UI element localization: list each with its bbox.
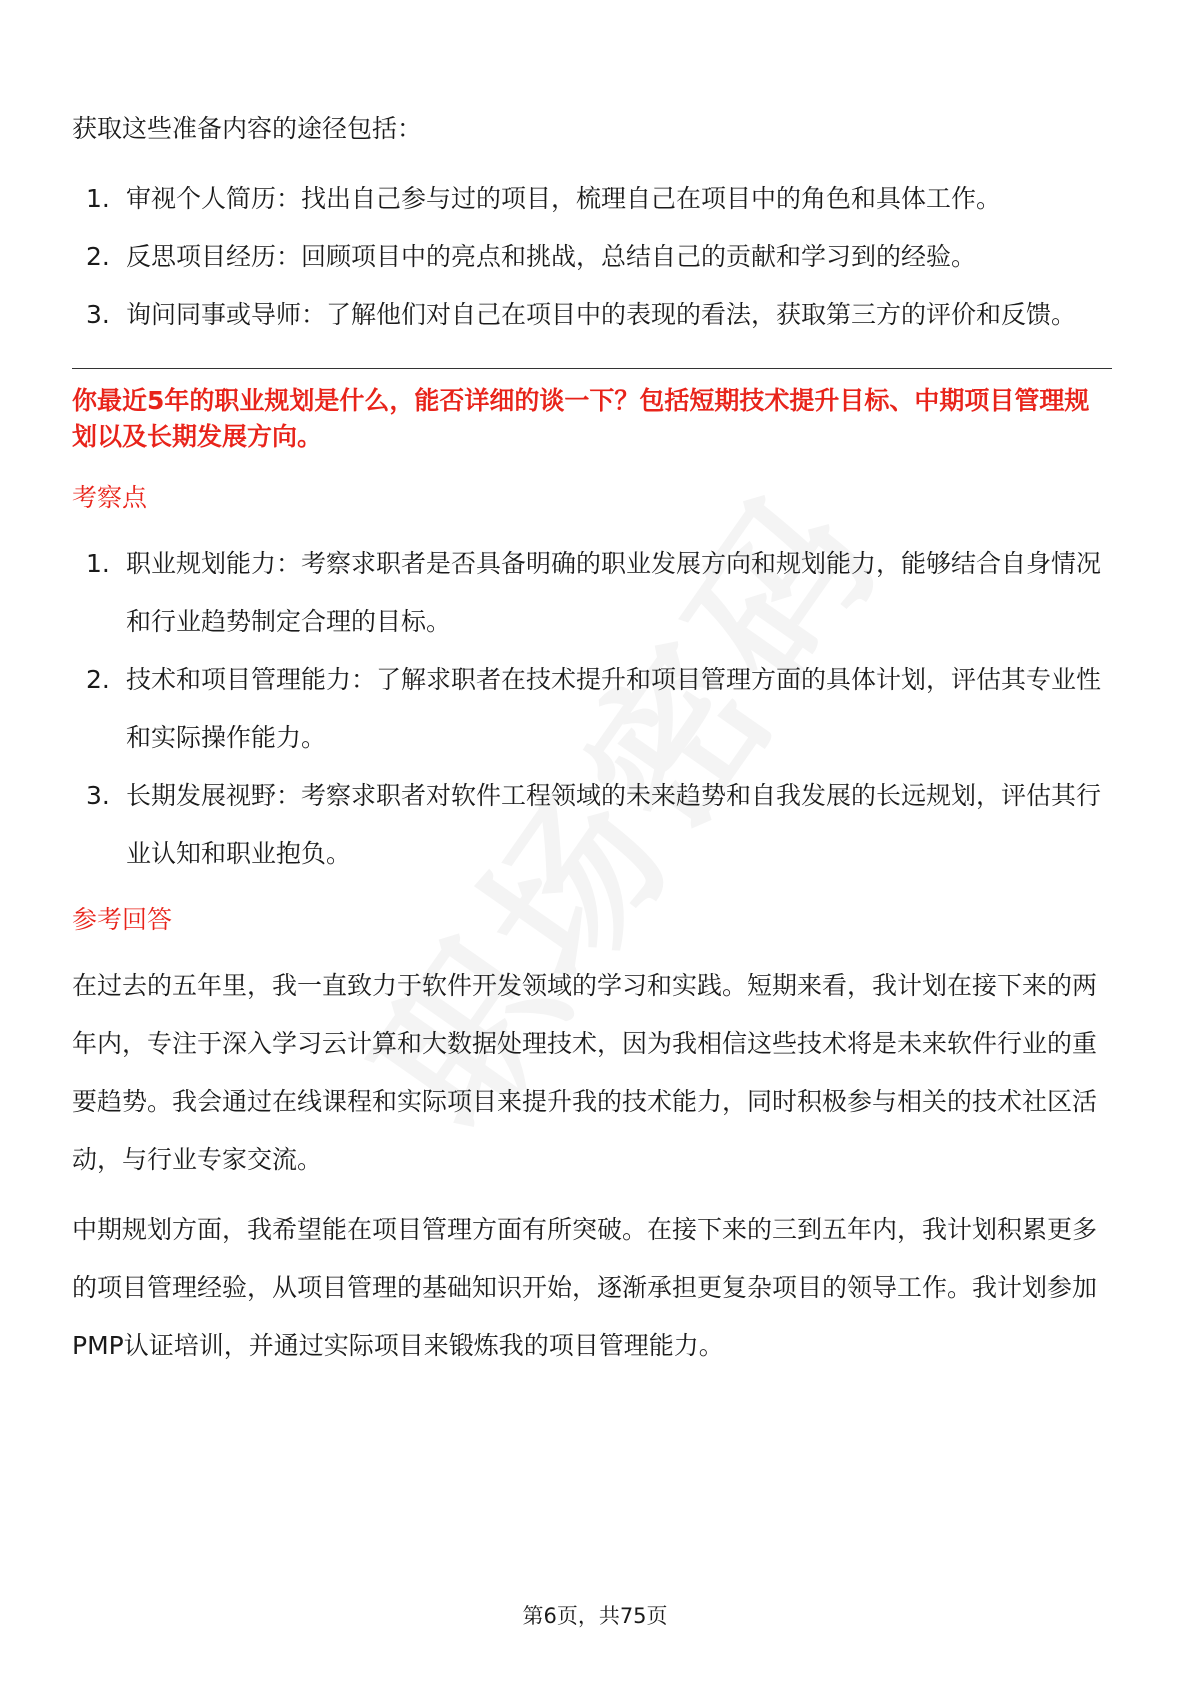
list-number: 3. xyxy=(86,300,110,329)
list-number: 3. xyxy=(86,781,110,810)
section-heading-points: 考察点 xyxy=(72,483,148,512)
answer-paragraph: 在过去的五年里，我一直致力于软件开发领域的学习和实践。短期来看，我计划在接下来的两年内，专注于深入学习云计算和大数据处理技术，因为我相信这些技术将是未来软件行业的重要趋势。我会通过在线课程和实际项目来提升我的技术能力，同时积极参与相关的技术社区活动，与行业专家交流。 xyxy=(72,971,1098,1174)
list-number: 2. xyxy=(86,665,110,694)
assessment-points-list xyxy=(72,535,1112,883)
page-footer: 第6页，共75页 xyxy=(522,1604,668,1628)
list-item-text: 长期发展视野：考察求职者对软件工程领域的未来趋势和自我发展的长远规划，评估其行业认知和职业抱负。 xyxy=(126,781,1102,868)
list-item-text: 反思项目经历：回顾项目中的亮点和挑战，总结自己的贡献和学习到的经验。 xyxy=(126,242,977,271)
question-title: 你最近5年的职业规划是什么，能否详细的谈一下？包括短期技术提升目标、中期项目管理规划以及长期发展方向。 xyxy=(72,386,1090,451)
list-number: 2. xyxy=(86,242,110,271)
preparation-list xyxy=(72,170,1112,344)
intro-text: 获取这些准备内容的途径包括： xyxy=(72,114,423,143)
list-item xyxy=(72,286,1112,344)
list-item xyxy=(72,228,1112,286)
section-heading-answer: 参考回答 xyxy=(72,905,173,934)
list-item-text: 职业规划能力：考察求职者是否具备明确的职业发展方向和规划能力，能够结合自身情况和行业趋势制定合理的目标。 xyxy=(126,549,1102,636)
list-item xyxy=(72,170,1112,228)
list-item-text: 技术和项目管理能力：了解求职者在技术提升和项目管理方面的具体计划，评估其专业性和实际操作能力。 xyxy=(126,665,1102,752)
list-item xyxy=(72,535,1112,651)
list-item xyxy=(72,651,1112,767)
list-number: 1. xyxy=(86,549,110,578)
list-number: 1. xyxy=(86,184,110,213)
divider xyxy=(72,368,1112,369)
list-item-text: 审视个人简历：找出自己参与过的项目，梳理自己在项目中的角色和具体工作。 xyxy=(126,184,1002,213)
list-item-text: 询问同事或导师：了解他们对自己在项目中的表现的看法，获取第三方的评价和反馈。 xyxy=(126,300,1077,329)
list-item xyxy=(72,767,1112,883)
answer-paragraph: 中期规划方面，我希望能在项目管理方面有所突破。在接下来的三到五年内，我计划积累更多的项目管理经验，从项目管理的基础知识开始，逐渐承担更复杂项目的领导工作。我计划参加PMP认证培训，并通过实际项目来锻炼我的项目管理能力。 xyxy=(72,1215,1098,1360)
page-content xyxy=(72,100,1112,1387)
